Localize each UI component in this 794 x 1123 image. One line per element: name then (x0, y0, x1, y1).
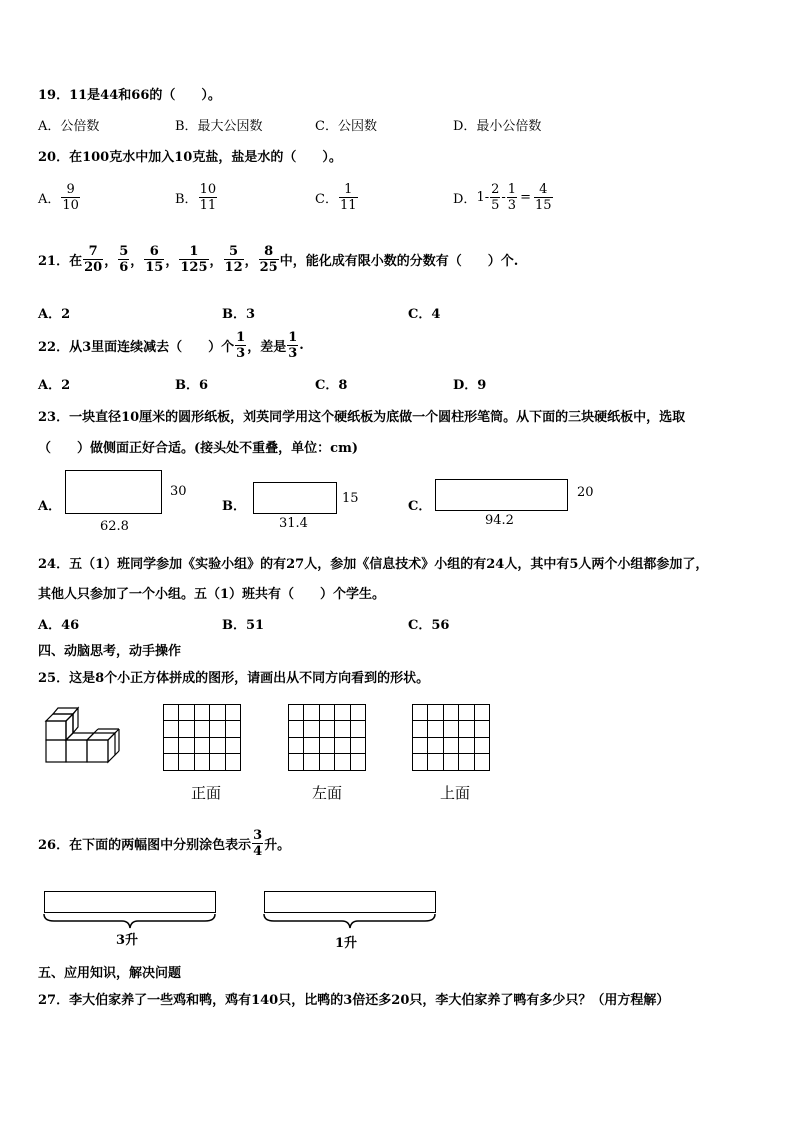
q22-option-a: A．2 (38, 378, 71, 393)
fraction: $\frac{6}{15}$ (145, 244, 164, 275)
q23-line1: 23．一块直径10厘米的圆形纸板，刘英同学用这个硬纸板为底做一个圆柱形笔筒。从下面的三块硬纸板中，选取 (38, 410, 686, 425)
q21-option-a: A．2 (38, 307, 71, 322)
fraction: $\frac{10}{11}$ (199, 182, 217, 213)
q27-stem: 27．李大伯家养了一些鸡和鸭，鸡有140只，比鸭的3倍还多20只，李大伯家养了鸭有多少只？（用方程解） (38, 993, 670, 1008)
q22-option-c: C．8 (315, 378, 348, 393)
q23-option-a-label: A． (38, 499, 62, 514)
q24-line1: 24．五（1）班同学参加《实验小组》的有27人，参加《信息技术》小组的有24人，其中有5人两个小组都参加了， (38, 557, 709, 572)
q22-stem: 22．从3里面连续减去（ ）个 $\frac{1}{3}$ ，差是 $\frac{1}{3}$ . (38, 330, 304, 361)
q19-option-b: B．最大公因数 (175, 119, 263, 134)
cube-figure (40, 705, 125, 767)
q24-line2: 其他人只参加了一个小组。五（1）班共有（ ）个学生。 (38, 587, 386, 602)
view-label-top: 上面 (440, 784, 471, 802)
q19-option-c: C．公因数 (315, 119, 377, 134)
q23-line2: （ ）做侧面正好合适。(接头处不重叠，单位：cm) (38, 441, 358, 456)
brace-1-liter (262, 912, 437, 932)
cardboard-b-width: 31.4 (279, 516, 308, 531)
q24-option-a: A．46 (38, 618, 80, 633)
fraction: $\frac{5}{12}$ (224, 244, 243, 275)
q19-option-a: A．公倍数 (38, 119, 100, 134)
q20-option-b: B． $\frac{10}{11}$ (175, 182, 217, 213)
q21-option-b: B．3 (222, 307, 256, 322)
q20-option-c: C． $\frac{1}{11}$ (315, 182, 357, 213)
fraction: $\frac{3}{4}$ (253, 828, 263, 859)
q20-stem: 20．在100克水中加入10克盐，盐是水的（ ）。 (38, 150, 342, 165)
q26-stem: 26．在下面的两幅图中分别涂色表示 $\frac{3}{4}$ 升。 (38, 828, 291, 859)
q24-option-c: C．56 (408, 618, 450, 633)
cardboard-a-width: 62.8 (100, 519, 129, 534)
q24-option-b: B．51 (222, 618, 265, 633)
bar-3-liters[interactable] (44, 891, 216, 913)
fraction: $\frac{1}{3}$ (236, 330, 246, 361)
grid-left[interactable] (288, 704, 366, 771)
fraction: $\frac{5}{6}$ (119, 244, 129, 275)
q22-option-d: D．9 (453, 378, 487, 393)
q22-option-b: B．6 (175, 378, 209, 393)
q23-option-c-label: C． (408, 499, 432, 514)
fraction: $\frac{8}{25}$ (259, 244, 278, 275)
q19-option-d: D．最小公倍数 (453, 119, 542, 134)
cardboard-a-height: 30 (170, 484, 187, 499)
fraction: $\frac{4}{15}$ (534, 182, 552, 213)
q23-option-b-label: B． (222, 499, 246, 514)
fraction: $\frac{9}{10}$ (62, 182, 79, 213)
bar-3-liters-label: 3升 (116, 933, 139, 948)
cardboard-b (253, 482, 337, 514)
q20-option-d: D． 1- $\frac{2}{5}$ - $\frac{1}{3}$ = $\frac{4}{15}$ (453, 182, 552, 213)
fraction: $\frac{1}{3}$ (288, 330, 298, 361)
fraction: $\frac{7}{20}$ (84, 244, 103, 275)
section-5-heading: 五、应用知识，解决问题 (38, 966, 182, 981)
q25-stem: 25．这是8个小正方体拼成的图形，请画出从不同方向看到的形状。 (38, 671, 430, 686)
q20-option-a: A． $\frac{9}{10}$ (38, 182, 79, 213)
q21-stem: 21．在 $\frac{7}{20}$ ， $\frac{5}{6}$ ， $\frac{6}{15}$ ， $\frac{1}{125}$ ， $\frac{5}{12}$ ， $\frac{8}{25}$ 中，能化成有限小数的分数有（ ）个. (38, 244, 519, 275)
q21-option-c: C．4 (408, 307, 441, 322)
cardboard-b-height: 15 (342, 491, 359, 506)
bar-1-liter-label: 1升 (335, 936, 358, 951)
fraction: $\frac{1}{125}$ (180, 244, 208, 275)
grid-top[interactable] (412, 704, 490, 771)
cardboard-a (65, 470, 162, 514)
cardboard-c-width: 94.2 (485, 513, 514, 528)
fraction: $\frac{2}{5}$ (491, 182, 500, 213)
fraction: $\frac{1}{11}$ (339, 182, 357, 213)
cardboard-c-height: 20 (577, 485, 594, 500)
section-4-heading: 四、动脑思考，动手操作 (38, 644, 182, 659)
view-label-front: 正面 (191, 784, 222, 802)
grid-front[interactable] (163, 704, 241, 771)
cardboard-c (435, 479, 568, 511)
bar-1-liter[interactable] (264, 891, 436, 913)
q19-stem: 19．11是44和66的（ ）。 (38, 88, 221, 103)
view-label-left: 左面 (312, 784, 343, 802)
fraction: $\frac{1}{3}$ (507, 182, 517, 213)
